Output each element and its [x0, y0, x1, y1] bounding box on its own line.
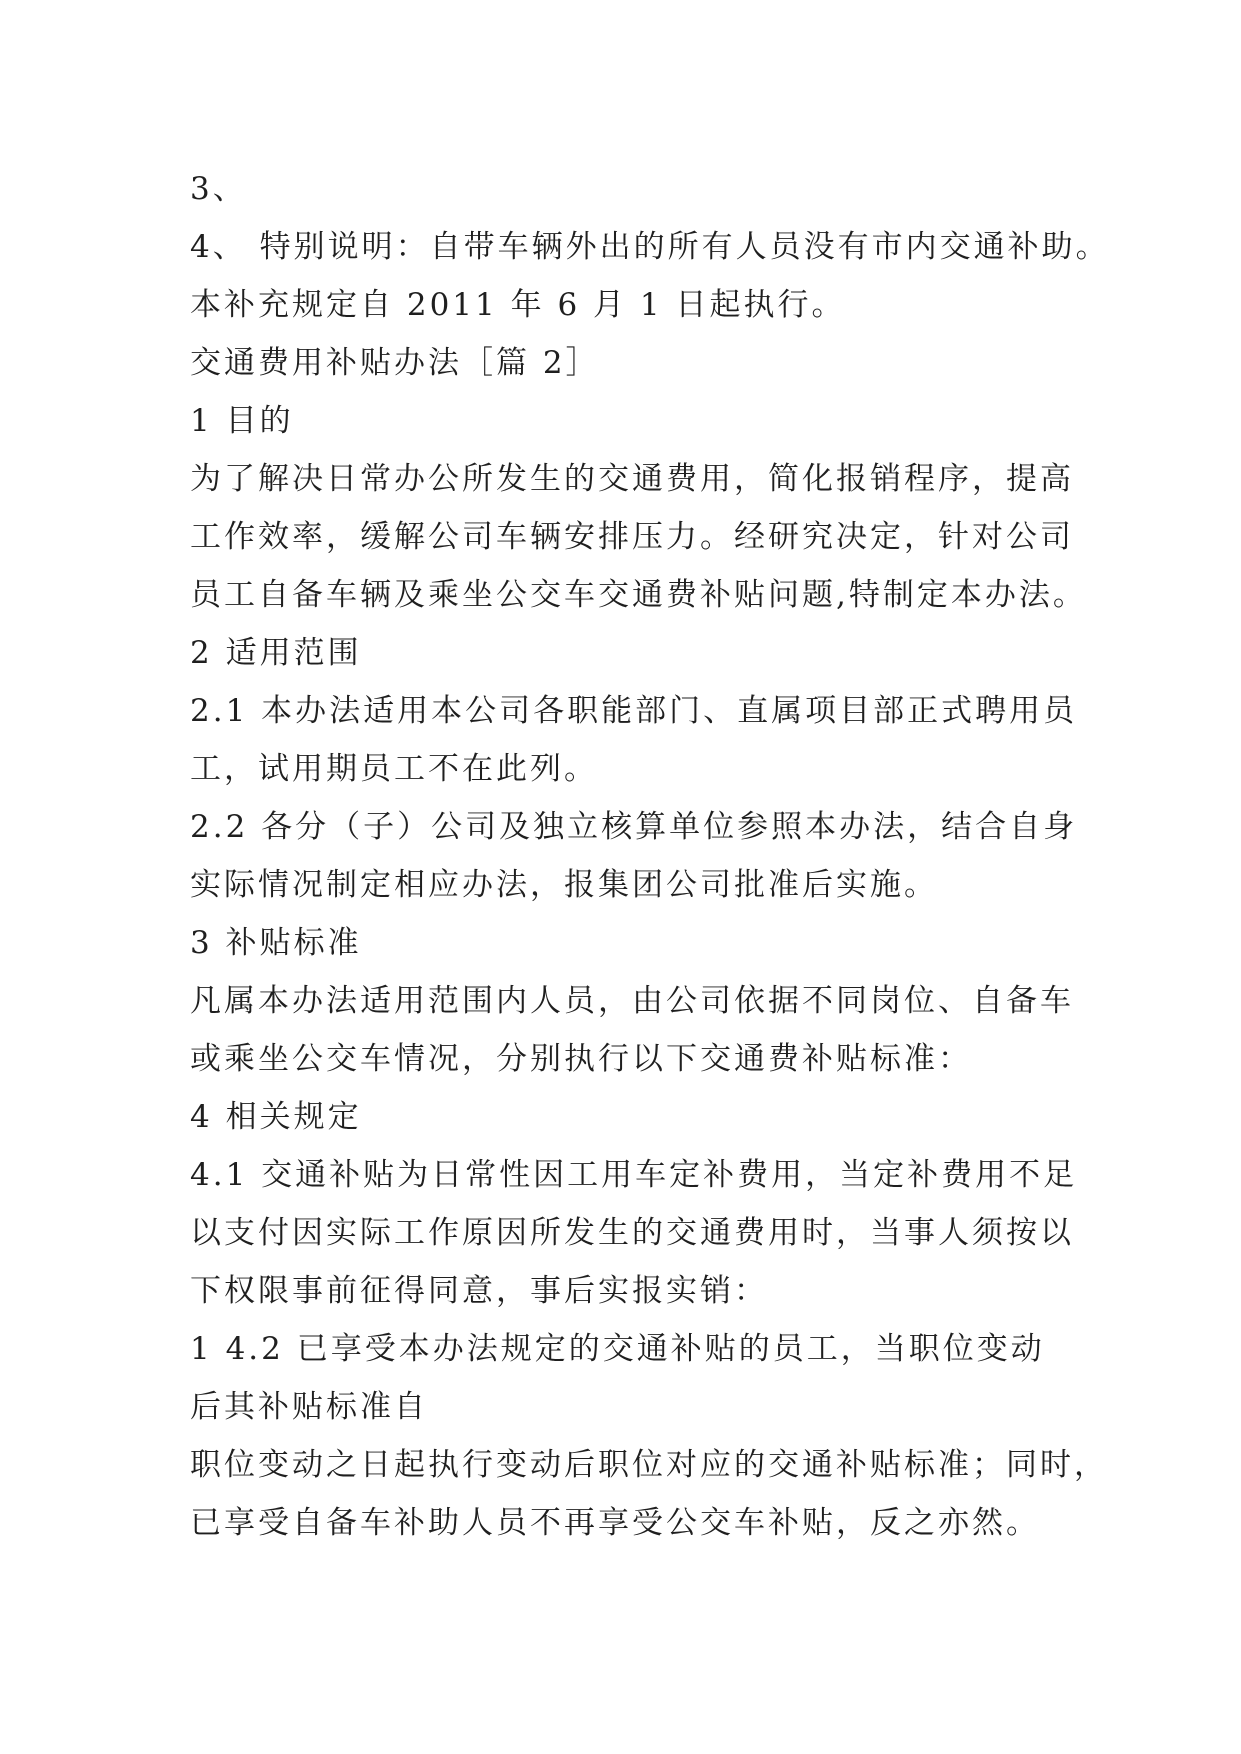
text-line: 或乘坐公交车情况，分别执行以下交通费补贴标准： — [190, 1041, 972, 1077]
text-line: 职位变动之日起执行变动后职位对应的交通补贴标准；同时， — [190, 1447, 1108, 1483]
text-line: 后其补贴标准自 — [190, 1389, 428, 1425]
text-line: 3、 — [190, 171, 247, 207]
text-line: 2.2 各分（子）公司及独立核算单位参照本办法，结合自身 — [190, 809, 1078, 845]
text-line: 工，试用期员工不在此列。 — [190, 751, 598, 787]
text-line: 已享受自备车补助人员不再享受公交车补贴，反之亦然。 — [190, 1505, 1040, 1541]
text-line: 以支付因实际工作原因所发生的交通费用时，当事人须按以 — [190, 1215, 1074, 1251]
text-line: 下权限事前征得同意，事后实报实销： — [190, 1273, 768, 1309]
text-line: 为了解决日常办公所发生的交通费用，简化报销程序，提高 — [190, 461, 1074, 497]
text-line: 1 4.2 已享受本办法规定的交通补贴的员工，当职位变动 — [190, 1331, 1045, 1367]
text-line: 工作效率，缓解公司车辆安排压力。经研究决定，针对公司 — [190, 519, 1074, 555]
section-title: 交通费用补贴办法［篇 2］ — [190, 345, 600, 381]
heading-scope: 2 适用范围 — [190, 635, 362, 671]
text-line: 2.1 本办法适用本公司各职能部门、直属项目部正式聘用员 — [190, 693, 1078, 729]
text-line: 本补充规定自 2011 年 6 月 1 日起执行。 — [190, 287, 846, 323]
heading-purpose: 1 目的 — [190, 403, 294, 439]
text-line: 员工自备车辆及乘坐公交车交通费补贴问题,特制定本办法。 — [190, 577, 1087, 613]
text-line: 4.1 交通补贴为日常性因工用车定补费用，当定补费用不足 — [190, 1157, 1078, 1193]
text-line: 实际情况制定相应办法，报集团公司批准后实施。 — [190, 867, 938, 903]
heading-rules: 4 相关规定 — [190, 1099, 362, 1135]
heading-standard: 3 补贴标准 — [190, 925, 362, 961]
document-body — [190, 160, 1110, 1552]
text-line: 4、 特别说明：自带车辆外出的所有人员没有市内交通补助。 — [190, 229, 1110, 265]
text-line: 凡属本办法适用范围内人员，由公司依据不同岗位、自备车 — [190, 983, 1074, 1019]
